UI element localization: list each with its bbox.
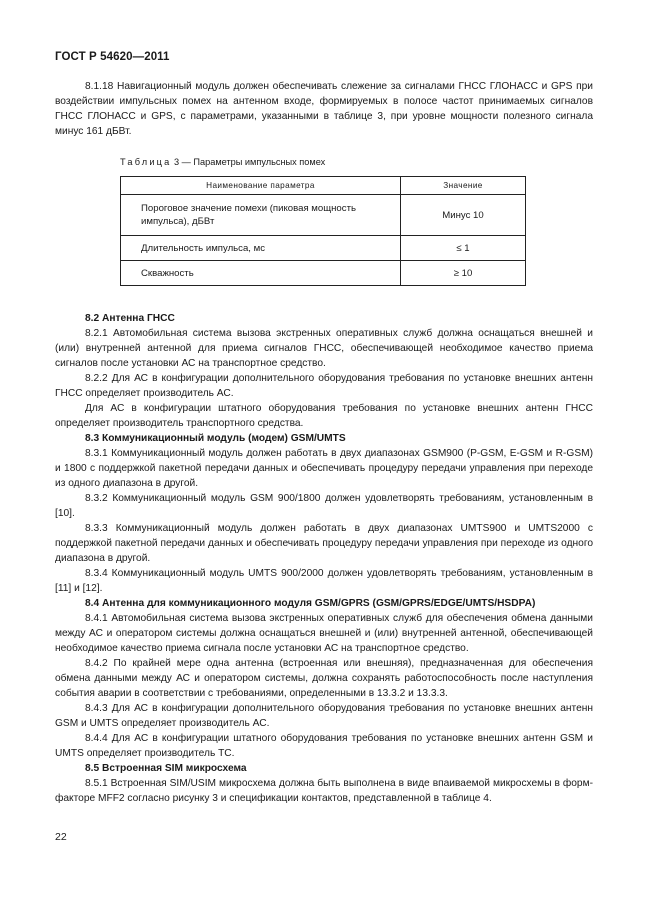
paragraph-8-3-2: 8.3.2 Коммуникационный модуль GSM 900/1800 должен удовлетворять требованиям, установленным в [10]. [55,493,593,519]
table-row [121,236,526,261]
intro-block [55,79,593,139]
table-cell-value: ≥ 10 [401,261,526,286]
table-cell-name: Скважность [121,261,401,286]
paragraph-8-1-18: 8.1.18 Навигационный модуль должен обеспечивать слежение за сигналами ГНСС ГЛОНАСС и GPS при воздействии импульсных помех на антенном входе, формируемых в полосе частот принимаемых сигналов ГНСС ГЛОНАСС и GPS, с параметрами, указанными в таблице 3, при уровне мощности полезного сигнала минус 161 дБВт. [55,81,593,137]
section-heading-8-4: 8.4 Антенна для коммуникационного модуля GSM/GPRS (GSM/GPRS/EDGE/UMTS/HSDPA) [85,598,536,609]
paragraph-8-3-4: 8.3.4 Коммуникационный модуль UMTS 900/2000 должен удовлетворять требованиям, установленным в [11] и [12]. [55,568,593,594]
paragraph-8-3-3: 8.3.3 Коммуникационный модуль должен работать в двух диапазонах UMTS900 и UMTS2000 с поддержкой пакетной передачи данных и обеспечивать процедуру передачи управления при переходе из одного диапазона в другой. [55,523,593,564]
paragraph-8-2-2-b: Для АС в конфигурации штатного оборудования требования по установке внешних антенн ГНСС определяет производитель транспортного средства. [55,403,593,429]
table-cell-value: Минус 10 [401,195,526,236]
table-row [121,195,526,236]
table-row [121,261,526,286]
table-cell-value: ≤ 1 [401,236,526,261]
page-number: 22 [55,831,67,843]
paragraph-8-4-4: 8.4.4 Для АС в конфигурации штатного оборудования требования по установке внешних антенн GSM и UMTS определяет производитель ТС. [55,733,593,759]
paragraph-8-3-1: 8.3.1 Коммуникационный модуль должен работать в двух диапазонах GSM900 (P-GSM, E-GSM и R-GSM) и 1800 с поддержкой пакетной передачи данных и обеспечивать процедуру передачи управления при переходе из одного диапазона в другой. [55,448,593,489]
paragraph-8-4-2: 8.4.2 По крайней мере одна антенна (встроенная или внешняя), предназначенная для обеспечения обмена данными между АС и оператором системы, должна сохранять работоспособность после наступления события аварии в соответствии с требованиями, определенными в 13.3.2 и 13.3.3. [55,658,593,699]
paragraph-8-2-1: 8.2.1 Автомобильная система вызова экстренных оперативных служб должна оснащаться внешней и (или) внутренней антенной для приема сигналов ГНСС, обеспечивающей необходимое качество приема сигналов после установки АС на транспортное средство. [55,328,593,369]
table-cell-name: Длительность импульса, мс [121,236,401,261]
document-header: ГОСТ Р 54620—2011 [55,51,170,63]
section-heading-8-3: 8.3 Коммуникационный модуль (модем) GSM/UMTS [85,433,346,444]
table-caption [120,157,325,167]
main-text [55,311,593,806]
table-caption-text: 3 — Параметры импульсных помех [174,157,326,167]
section-heading-8-2: 8.2 Антенна ГНСС [85,313,175,324]
paragraph-8-4-3: 8.4.3 Для АС в конфигурации дополнительного оборудования требования по установке внешних антенн GSM и UMTS определяет производитель АС. [55,703,593,729]
paragraph-8-5-1: 8.5.1 Встроенная SIM/USIM микросхема должна быть выполнена в виде впаиваемой микросхемы в форм-факторе MFF2 согласно рисунку 3 и спецификации контактов, представленной в таблице 4. [55,778,593,804]
table-caption-prefix: Таблица [120,157,172,167]
column-header-parameter: Наименование параметра [121,177,401,195]
column-header-value: Значение [401,177,526,195]
paragraph-8-4-1: 8.4.1 Автомобильная система вызова экстренных оперативных служб для обеспечения обмена данными между АС и оператором системы должна оснащаться внешней и (или) внутренней антенной, обеспечивающей необходимое качество приема сигнала после установки АС на транспортное средство. [55,613,593,654]
table-impulse-parameters [120,176,526,286]
table-header-row [121,177,526,195]
section-heading-8-5: 8.5 Встроенная SIM микросхема [85,763,247,774]
table-cell-name: Пороговое значение помехи (пиковая мощность импульса), дБВт [121,195,401,236]
paragraph-8-2-2: 8.2.2 Для АС в конфигурации дополнительного оборудования требования по установке внешних антенн ГНСС определяет производитель АС. [55,373,593,399]
